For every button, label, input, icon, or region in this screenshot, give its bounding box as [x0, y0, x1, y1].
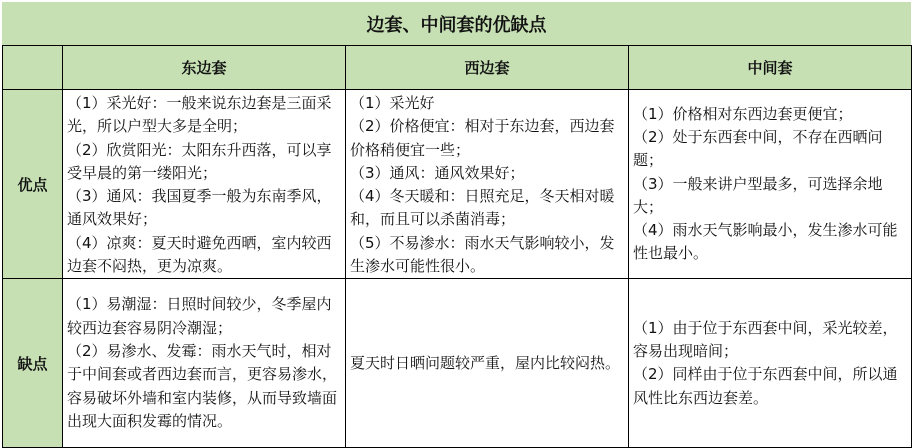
disadvantages-row	[3, 279, 912, 448]
list-item: （1）易潮湿：日照时间较少，冬季屋内较西边套容易阴冷潮湿；	[67, 295, 332, 337]
list-item: （2）处于东西套中间，不存在西晒问题；	[633, 127, 883, 170]
cell-advantages-middle[interactable]	[629, 90, 912, 279]
list-item: （5）不易渗水：雨水天气影响较小，发生渗水可能性很小。	[350, 233, 615, 276]
list-item: （2）欣赏阳光：太阳东升西落，可以享受早晨的第一缕阳光；	[67, 140, 332, 182]
header-cell-middle[interactable]: 中间套	[629, 46, 912, 90]
table-title[interactable]: 边套、中间套的优缺点	[2, 2, 911, 45]
list-item: （1）采光好	[350, 94, 435, 112]
list-item: （3）一般来讲户型最多，可选择余地大；	[633, 174, 883, 216]
list-item: （4）冬天暖和：日照充足，冬天相对暖和，而且可以杀菌消毒；	[350, 187, 615, 229]
list-item: （1）价格相对东西边套更便宜；	[633, 104, 853, 123]
cell-advantages-west[interactable]	[346, 90, 629, 279]
spreadsheet-table	[2, 2, 911, 448]
list-item: （2）价格便宜：相对于东边套，西边套价格稍便宜一些；	[350, 117, 615, 159]
cell-disadvantages-east[interactable]	[63, 279, 346, 448]
cell-disadvantages-middle[interactable]	[629, 279, 912, 448]
list-item: （4）雨水天气影响最小，发生渗水可能性也最小。	[633, 221, 898, 263]
advantages-row	[3, 90, 912, 279]
cell-disadvantages-west[interactable]	[346, 279, 629, 448]
list-item: （2）同样由于位于东西套中间，所以通风性比东西边套差。	[633, 365, 898, 407]
list-item: 夏天时日晒问题较严重，屋内比较闷热。	[350, 353, 621, 372]
list-item: （3）通风：通风效果好；	[350, 163, 525, 182]
row-label-advantages[interactable]: 优点	[3, 90, 63, 279]
header-cell-blank[interactable]	[3, 46, 63, 90]
list-item: （1）由于位于东西套中间，采光较差，容易出现暗间；	[633, 318, 898, 361]
header-cell-east[interactable]: 东边套	[63, 46, 346, 90]
list-item: （1）采光好：一般来说东边套是三面采光，所以户型大多是全明；	[67, 94, 332, 136]
header-cell-west[interactable]: 西边套	[346, 46, 629, 90]
list-item: （4）凉爽：夏天时避免西晒，室内较西边套不闷热，更为凉爽。	[67, 233, 332, 276]
cell-advantages-east[interactable]	[63, 90, 346, 279]
list-item: （2）易渗水、发霉：雨水天气时，相对于中间套或者西边套而言，更容易渗水，容易破坏外墙和室内装修，从而导致墙面出现大面积发霉的情况。	[67, 342, 338, 430]
comparison-table	[2, 45, 912, 448]
list-item: （3）通风：我国夏季一般为东南季风，通风效果好；	[67, 187, 332, 229]
row-label-disadvantages[interactable]: 缺点	[3, 279, 63, 448]
header-row	[3, 46, 912, 90]
